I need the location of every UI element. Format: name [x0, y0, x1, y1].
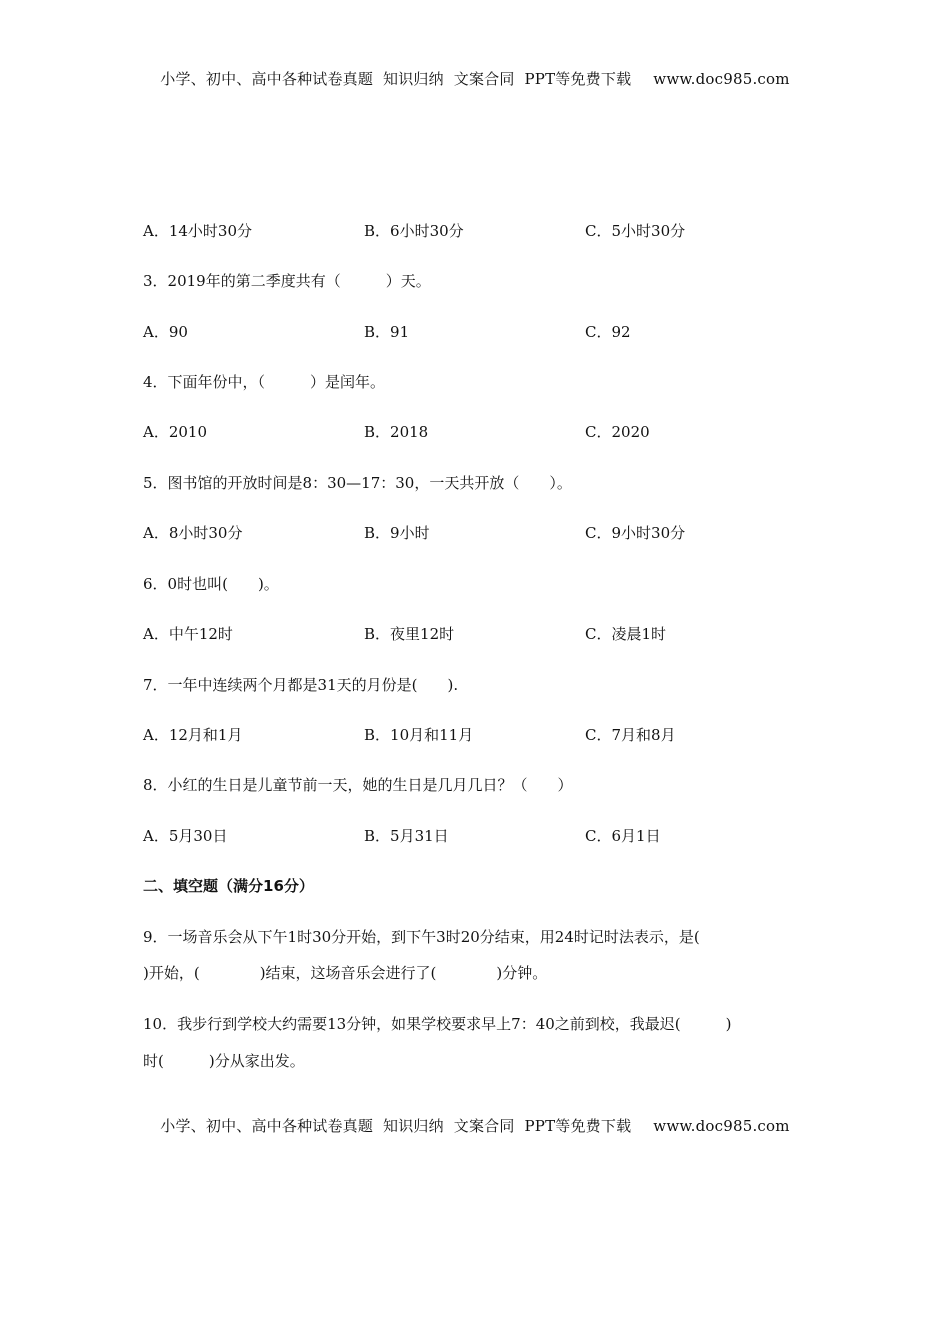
q6-option-c: C．凌晨1时: [585, 625, 667, 643]
q7-option-c: C．7月和8月: [585, 726, 676, 744]
q6-option-a: A．中午12时: [143, 625, 233, 643]
q8-option-b: B．5月31日: [364, 827, 449, 845]
q2-options: [143, 221, 843, 241]
header-banner: [0, 68, 950, 89]
q4-option-c: C．2020: [585, 423, 650, 441]
q5-stem: 5．图书馆的开放时间是8：30—17：30，一天共开放（ ）。: [143, 474, 572, 492]
footer-site-link[interactable]: www.doc985.com: [653, 1117, 790, 1135]
q3-stem: 3．2019年的第二季度共有（ ）天。: [143, 272, 431, 290]
q4-stem: 4．下面年份中，（ ）是闰年。: [143, 373, 386, 391]
q6-stem: 6．0时也叫( )。: [143, 575, 279, 593]
q8-stem: 8．小红的生日是儿童节前一天，她的生日是几月几日？（ ）: [143, 776, 573, 794]
q5-option-b: B．9小时: [364, 524, 430, 542]
q8-option-a: A．5月30日: [143, 827, 228, 845]
footer-text: 小学、初中、高中各种试卷真题 知识归纳 文案合同 PPT等免费下载: [160, 1117, 632, 1135]
section-title-fill-in: 二、填空题（满分16分）: [143, 877, 314, 895]
q10-stem-line1: 10．我步行到学校大约需要13分钟，如果学校要求早上7：40之前到校，我最迟( ): [143, 1015, 732, 1033]
q8-option-c: C．6月1日: [585, 827, 661, 845]
q5-option-a: A．8小时30分: [143, 524, 243, 542]
q9-stem-line2: )开始，( )结束，这场音乐会进行了( )分钟。: [143, 964, 548, 982]
q2-option-c: C．5小时30分: [585, 222, 686, 240]
q5-option-c: C．9小时30分: [585, 524, 686, 542]
q8-options: [143, 826, 843, 846]
q7-option-b: B．10月和11月: [364, 726, 474, 744]
q4-options: [143, 422, 843, 442]
q3-option-a: A．90: [143, 323, 188, 341]
q2-option-b: B．6小时30分: [364, 222, 464, 240]
q5-options: [143, 523, 843, 543]
q7-options: [143, 725, 843, 745]
q3-options: [143, 322, 843, 342]
q4-option-a: A．2010: [143, 423, 208, 441]
q3-option-c: C．92: [585, 323, 631, 341]
footer-banner: [0, 1115, 950, 1136]
q9-stem-line1: 9．一场音乐会从下午1时30分开始，到下午3时20分结束，用24时记时法表示，是(: [143, 928, 700, 946]
q3-option-b: B．91: [364, 323, 410, 341]
q7-option-a: A．12月和1月: [143, 726, 243, 744]
header-site-link[interactable]: www.doc985.com: [653, 70, 790, 88]
q4-option-b: B．2018: [364, 423, 429, 441]
q6-options: [143, 624, 843, 644]
header-text: 小学、初中、高中各种试卷真题 知识归纳 文案合同 PPT等免费下载: [160, 70, 632, 88]
q10-stem-line2: 时( )分从家出发。: [143, 1052, 305, 1070]
q2-option-a: A．14小时30分: [143, 222, 253, 240]
q7-stem: 7．一年中连续两个月都是31天的月份是( ).: [143, 676, 459, 694]
q6-option-b: B．夜里12时: [364, 625, 455, 643]
